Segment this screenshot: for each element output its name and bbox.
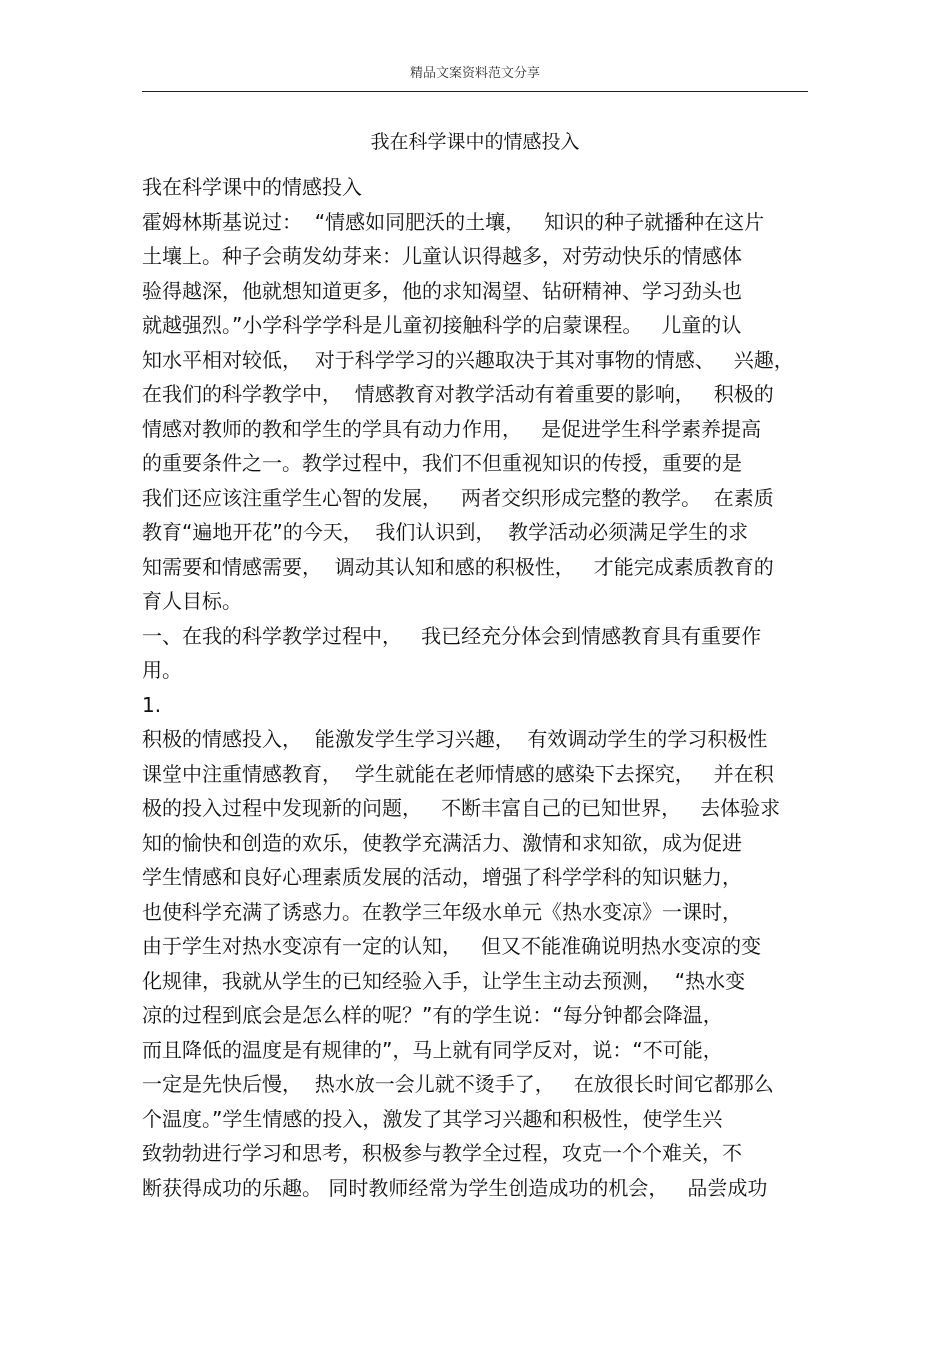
body-line: 断获得成功的乐趣。 同时教师经常为学生创造成功的机会， 品尝成功 [142,1175,768,1200]
body-line: 情感对教师的教和学生的学具有动力作用， 是促进学生科学素养提高 [142,416,762,441]
section-heading-line: 用。 [142,658,182,682]
body-line: 我在科学课中的情感投入 [142,175,362,199]
document-title: 我在科学课中的情感投入 [370,131,580,153]
body-line: 我们还应该注重学生心智的发展， 两者交织形成完整的教学。 在素质 [142,485,774,510]
body-line: 极的投入过程中发现新的问题， 不断丰富自己的已知世界， 去体验求 [142,796,781,820]
document-body [142,170,808,1205]
section-heading-line: 一、在我的科学教学过程中， 我已经充分体会到情感教育具有重要作 [142,623,762,648]
body-line: 在我们的科学教学中， 情感教育对教学活动有着重要的影响， 积极的 [142,382,774,406]
list-number: 1. [142,692,162,717]
body-line: 一定是先快后慢， 热水放一会儿就不烫手了， 在放很长时间它都那么 [142,1072,774,1096]
page-header: 精品文案资料范文分享 [409,66,540,81]
body-line: 由于学生对热水变凉有一定的认知， 但又不能准确说明热水变凉的变 [142,934,762,958]
body-line: 而且降低的温度是有规律的”，马上就有同学反对，说：“不可能， [142,1037,723,1062]
body-line: 个温度。”学生情感的投入，激发了其学习兴趣和积极性，使学生兴 [142,1106,723,1131]
body-line: 育人目标。 [142,589,242,613]
body-line: 的重要条件之一。教学过程中，我们不但重视知识的传授，重要的是 [142,451,742,475]
body-line: 知水平相对较低， 对于科学学习的兴趣取决于其对事物的情感、 兴趣， [142,347,794,372]
body-line: 就越强烈。”小学科学学科是儿童初接触科学的启蒙课程。 儿童的认 [142,313,742,337]
body-line: 霍姆林斯基说过： “情感如同肥沃的土壤， 知识的种子就播种在这片 [142,209,765,234]
body-line: 土壤上。种子会萌发幼芽来：儿童认识得越多，对劳动快乐的情感体 [142,244,742,268]
header-divider [142,91,808,92]
body-line: 学生情感和良好心理素质发展的活动，增强了科学学科的知识魅力， [142,865,742,889]
body-line: 凉的过程到底会是怎么样的呢？”有的学生说：“每分钟都会降温， [142,1003,723,1027]
body-line: 知的愉快和创造的欢乐，使教学充满活力、激情和求知欲，成为促进 [142,830,742,855]
body-line: 验得越深，他就想知道更多，他的求知渴望、钻研精神、学习劲头也 [142,278,742,303]
body-line: 知需要和情感需要， 调动其认知和感的积极性， 才能完成素质教育的 [142,554,774,579]
body-line: 教育“遍地开花”的今天， 我们认识到， 教学活动必须满足学生的求 [142,520,749,544]
body-line: 化规律，我就从学生的已知经验入手，让学生主动去预测， “热水变 [142,968,746,993]
body-line: 致勃勃进行学习和思考，积极参与教学全过程，攻克一个个难关，不 [142,1141,742,1165]
body-line: 也使科学充满了诱惑力。在教学三年级水单元《热水变凉》一课时， [142,899,742,924]
body-line: 积极的情感投入， 能激发学生学习兴趣， 有效调动学生的学习积极性 [142,727,768,751]
body-line: 课堂中注重情感教育， 学生就能在老师情感的感染下去探究， 并在积 [142,761,774,786]
